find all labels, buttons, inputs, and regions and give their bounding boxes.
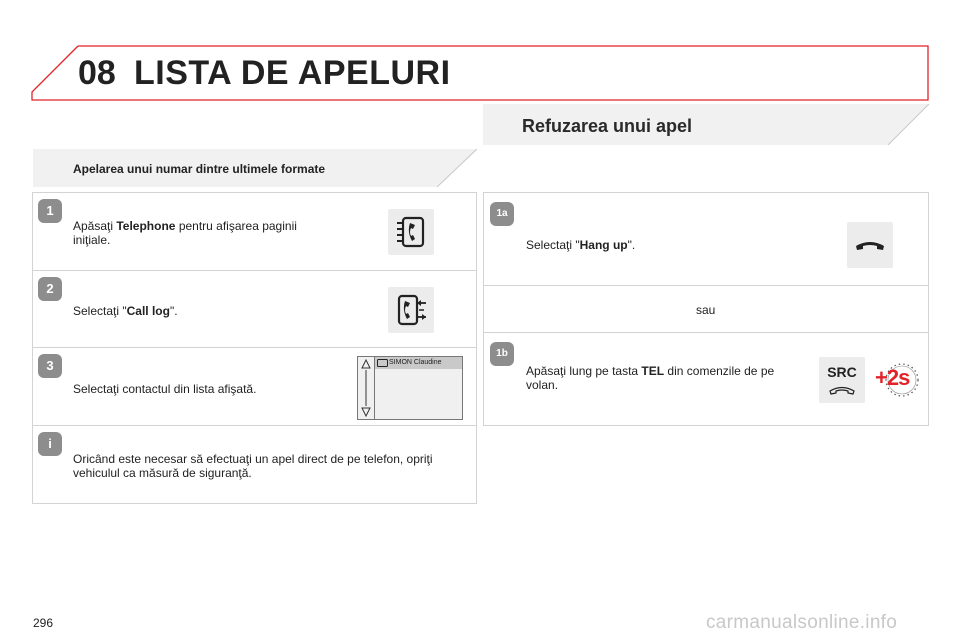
step-badge: 3: [38, 354, 62, 378]
steering-src-button-icon: [819, 357, 865, 403]
contact-row: [375, 357, 462, 369]
hang-up-icon: [847, 222, 893, 268]
left-section-title: Apelarea unui numar dintre ultimele formate: [73, 162, 326, 176]
info-row: [33, 426, 476, 504]
telephone-book-icon: [388, 209, 434, 255]
info-badge: i: [38, 432, 62, 456]
contact-label: SIMON Claudine: [389, 359, 442, 366]
step-1-text: Apăsaţi Telephone pentru afişarea paginii iniţiale.: [73, 219, 297, 247]
step-3-text: Selectaţi contactul din lista afişată.: [73, 382, 257, 396]
right-section-title: Refuzarea unui apel: [522, 116, 693, 136]
step-badge: 1: [38, 199, 62, 223]
step-badge: 2: [38, 277, 62, 301]
step-1a-row: [484, 193, 928, 286]
hold-label: +2s: [875, 365, 910, 390]
phone-card-icon: [377, 359, 388, 367]
step-badge: 1a: [490, 202, 514, 226]
separator-text: sau: [696, 303, 716, 317]
watermark: carmanualsonline.info: [706, 612, 898, 633]
step-2-text: Selectaţi "Call log".: [73, 304, 178, 318]
thumb-scrollbar: [358, 357, 375, 419]
step-1a-text: Selectaţi "Hang up".: [526, 238, 636, 252]
chapter-number: 08: [78, 54, 116, 92]
call-log-icon: [388, 287, 434, 333]
step-2-row: [33, 271, 476, 348]
step-1-row: [33, 193, 476, 271]
info-text: Oricând este necesar să efectuaţi un apel direct de pe telefon, opriţi vehiculul ca măsură de siguranţă.: [73, 452, 433, 480]
left-steps-panel: [32, 192, 477, 504]
step-1b-text: Apăsaţi lung pe tasta TEL din comenzile de pe volan.: [526, 364, 775, 392]
separator-row: [484, 286, 928, 333]
step-badge: 1b: [490, 342, 514, 366]
call-list-screen: [357, 356, 463, 420]
src-label: SRC: [827, 364, 857, 380]
step-1b-row: [484, 333, 928, 426]
page-number: 296: [33, 616, 54, 630]
chapter-title: LISTA DE APELURI: [134, 54, 451, 92]
right-steps-panel: [483, 192, 929, 426]
hold-two-seconds-icon: [872, 357, 920, 403]
